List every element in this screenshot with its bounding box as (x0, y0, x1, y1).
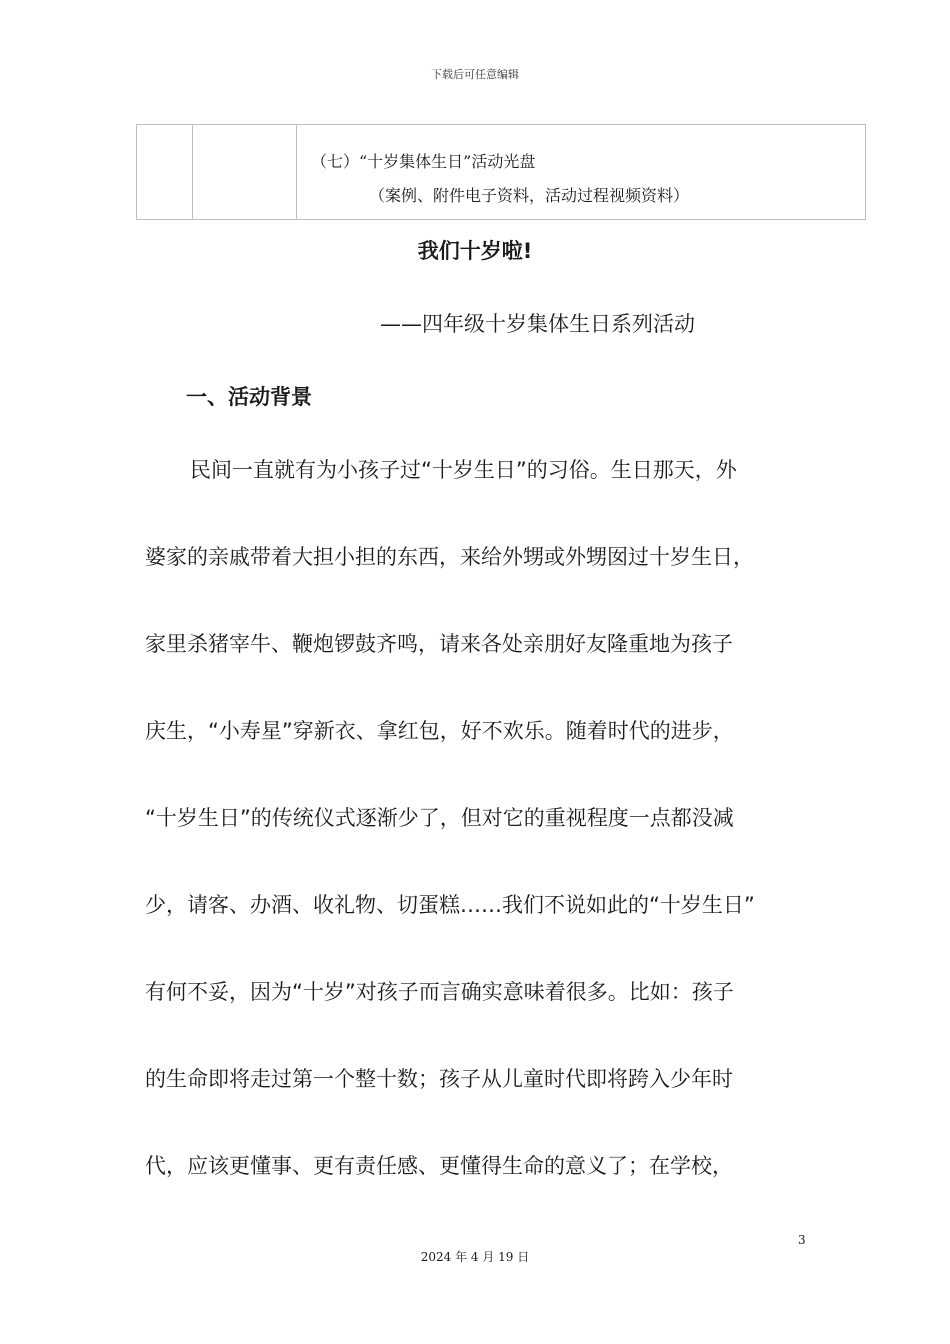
section-heading-background: 一、活动背景 (186, 385, 312, 409)
paragraph-line: 家里杀猪宰牛、鞭炮锣鼓齐鸣，请来各处亲朋好友隆重地为孩子 (145, 632, 733, 656)
paragraph-line: 的生命即将走过第一个整十数；孩子从儿童时代即将跨入少年时 (145, 1067, 733, 1091)
paragraph-line: “十岁生日”的传统仪式逐渐少了，但对它的重视程度一点都没减 (145, 806, 734, 830)
footer-date: 2024 年 4 月 19 日 (420, 1250, 530, 1264)
table-item-disc-note: （案例、附件电子资料，活动过程视频资料） (369, 186, 690, 205)
page-number: 3 (798, 1233, 806, 1247)
header-note: 下载后可任意编辑 (431, 68, 519, 81)
table-item-disc: （七）“十岁集体生日”活动光盘 (311, 152, 536, 171)
paragraph-line: 庆生，“小寿星”穿新衣、拿红包，好不欢乐。随着时代的进步， (145, 719, 734, 743)
table-cell-content (297, 125, 865, 219)
carryover-table (136, 124, 866, 220)
paragraph-line: 有何不妥，因为“十岁”对孩子而言确实意味着很多。比如：孩子 (145, 980, 734, 1004)
document-title: 我们十岁啦! (417, 239, 533, 263)
document-subtitle: ——四年级十岁集体生日系列活动 (380, 312, 695, 336)
paragraph-line: 代，应该更懂事、更有责任感、更懂得生命的意义了；在学校， (145, 1154, 733, 1178)
table-cell-empty-2 (193, 125, 297, 219)
paragraph-line: 少，请客、办酒、收礼物、切蛋糕……我们不说如此的“十岁生日” (145, 893, 755, 917)
table-cell-empty-1 (137, 125, 193, 219)
paragraph-line: 婆家的亲戚带着大担小担的东西，来给外甥或外甥囡过十岁生日， (145, 545, 754, 569)
paragraph-line: 民间一直就有为小孩子过“十岁生日”的习俗。生日那天，外 (190, 458, 737, 482)
